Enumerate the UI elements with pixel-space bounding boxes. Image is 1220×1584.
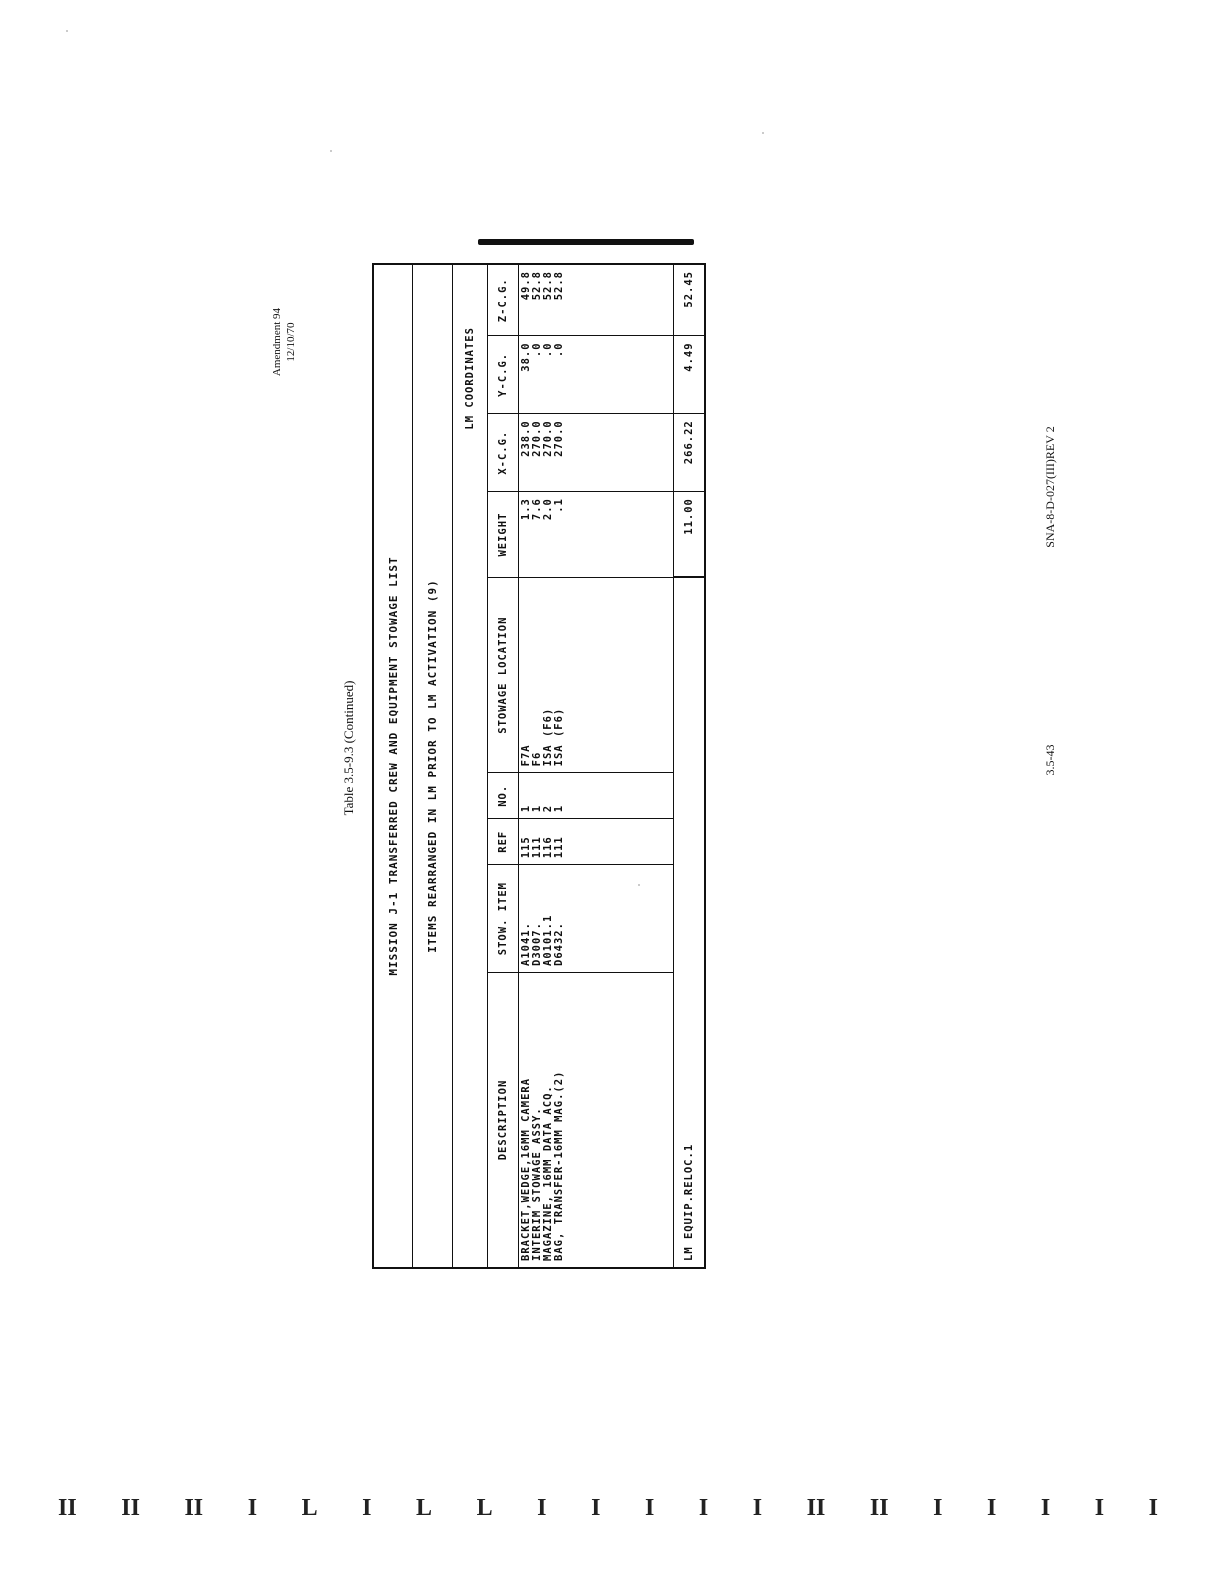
footer-mark: I: [247, 1495, 258, 1521]
table-row-weight: 2.0: [542, 498, 555, 521]
table-row-location: F6: [531, 751, 544, 767]
table-row-stow-item: D3007.: [531, 922, 544, 966]
table-title: MISSION J-1 TRANSFERRED CREW AND EQUIPMENT STOWAGE LIST: [373, 264, 413, 1268]
scan-speck: [762, 132, 764, 134]
table-row-weight: 7.6: [531, 498, 544, 521]
table-row-z-cg: 52.8: [531, 271, 544, 301]
footer-mark: II: [58, 1495, 77, 1521]
col-header-no: NO.: [488, 773, 519, 819]
total-weight: 11.00: [673, 492, 705, 578]
footer-mark: I: [1040, 1495, 1051, 1521]
footer-mark: I: [1094, 1495, 1105, 1521]
footer-mark: I: [362, 1495, 372, 1521]
table-row-y-cg: 38.0: [520, 342, 533, 372]
header-row: [488, 264, 519, 1268]
table-row-y-cg: .0: [553, 342, 566, 358]
location-cell: [519, 577, 673, 772]
footer-mark: II: [184, 1495, 204, 1521]
document-id: SNA-8-D-027(III)REV 2: [1043, 426, 1057, 548]
amendment-date: 12/10/70: [285, 322, 297, 362]
total-row: [673, 264, 705, 1268]
table-row-description: BAG, TRANSFER-16MM MAG.(2): [553, 1070, 566, 1261]
col-header-location: STOWAGE LOCATION: [488, 577, 519, 772]
footer-mark: I: [986, 1495, 997, 1521]
coord-spacer: [452, 492, 487, 1268]
col-header-z-cg: Z-C.G.: [488, 264, 519, 336]
table-row-z-cg: 49.8: [520, 271, 533, 301]
table-row-description: MAGAZINE, 16MM DATA ACQ.: [542, 1085, 555, 1261]
col-header-description: DESCRIPTION: [488, 972, 519, 1268]
table-row-y-cg: .0: [542, 342, 555, 358]
heavy-rule: [478, 239, 694, 245]
footer-mark: II: [121, 1495, 140, 1521]
footer-mark: I: [591, 1495, 601, 1521]
table-row-weight: .1: [553, 498, 566, 513]
table-row-location: ISA (F6): [553, 707, 566, 767]
total-label: LM EQUIP.RELOC.1: [673, 577, 705, 1268]
table-row-no: 1: [553, 804, 566, 813]
footer-mark: I: [698, 1495, 709, 1521]
ref-cell: [519, 819, 673, 865]
table-row-location: F7A: [520, 744, 533, 767]
total-z-cg: 52.45: [673, 264, 705, 336]
stowage-table: [372, 263, 706, 1269]
table-body: [519, 264, 673, 1268]
table-row-weight: 1.3: [520, 498, 533, 521]
footer-marks: [58, 1492, 1158, 1522]
table-row-z-cg: 52.8: [542, 271, 555, 301]
col-header-weight: WEIGHT: [488, 492, 519, 578]
table-row-ref: 111: [553, 836, 566, 859]
col-header-ref: REF: [488, 819, 519, 865]
table-row-description: INTERIM STOWAGE ASSY.: [531, 1107, 544, 1261]
footer-mark: I: [537, 1495, 547, 1521]
table-row-ref: 115: [520, 836, 533, 859]
col-header-x-cg: X-C.G.: [488, 414, 519, 492]
scan-speck: [330, 150, 332, 152]
table-caption: Table 3.5-9.3 (Continued): [341, 680, 356, 816]
table-row-ref: 116: [542, 836, 555, 859]
x-cg-cell: [519, 414, 673, 492]
table-row-ref: 111: [531, 836, 544, 859]
table-row-x-cg: 238.0: [520, 420, 533, 457]
table-row-no: 1: [520, 804, 533, 813]
table-row-stow-item: A0101.1: [542, 914, 555, 966]
footer-mark: L: [476, 1495, 493, 1521]
table-row-description: BRACKET,WEDGE,16MM CAMERA: [520, 1077, 533, 1261]
scan-speck: [66, 30, 68, 32]
amendment-block: [270, 292, 310, 392]
table-subtitle: ITEMS REARRANGED IN LM PRIOR TO LM ACTIVATION (9): [413, 264, 452, 1268]
table-row-z-cg: 52.8: [553, 271, 566, 301]
description-cell: [519, 972, 673, 1268]
col-header-stow-item: STOW. ITEM: [488, 865, 519, 973]
table-row-y-cg: .0: [531, 342, 544, 358]
col-header-y-cg: Y-C.G.: [488, 336, 519, 414]
table-row-no: 2: [542, 804, 555, 813]
amendment-label: Amendment 94: [271, 307, 283, 377]
weight-cell: [519, 492, 673, 578]
table-row-location: ISA (F6): [542, 707, 555, 767]
total-x-cg: 266.22: [673, 414, 705, 492]
y-cg-cell: [519, 336, 673, 414]
footer-mark: L: [416, 1495, 433, 1521]
footer-mark: L: [301, 1495, 318, 1521]
footer-mark: I: [752, 1495, 763, 1521]
table-row-x-cg: 270.0: [553, 420, 566, 457]
no-cell: [519, 773, 673, 819]
footer-mark: II: [806, 1495, 826, 1521]
coordinates-label: LM COORDINATES: [452, 264, 487, 492]
total-y-cg: 4.49: [673, 336, 705, 414]
footer-mark: II: [869, 1495, 889, 1521]
stowage-table-grid: [372, 263, 706, 1269]
scan-speck: [638, 884, 640, 886]
stow-item-cell: [519, 865, 673, 973]
footer-mark: I: [933, 1495, 943, 1521]
table-row-stow-item: D6432.: [553, 922, 566, 966]
table-row-stow-item: A1041.: [520, 922, 533, 966]
footer-mark: I: [1148, 1495, 1158, 1521]
z-cg-cell: [519, 264, 673, 336]
page-number: 3.5-43: [1043, 744, 1057, 776]
footer-mark: I: [644, 1495, 655, 1521]
table-row-no: 1: [531, 804, 544, 813]
table-row-x-cg: 270.0: [542, 420, 555, 457]
table-row-x-cg: 270.0: [531, 420, 544, 457]
